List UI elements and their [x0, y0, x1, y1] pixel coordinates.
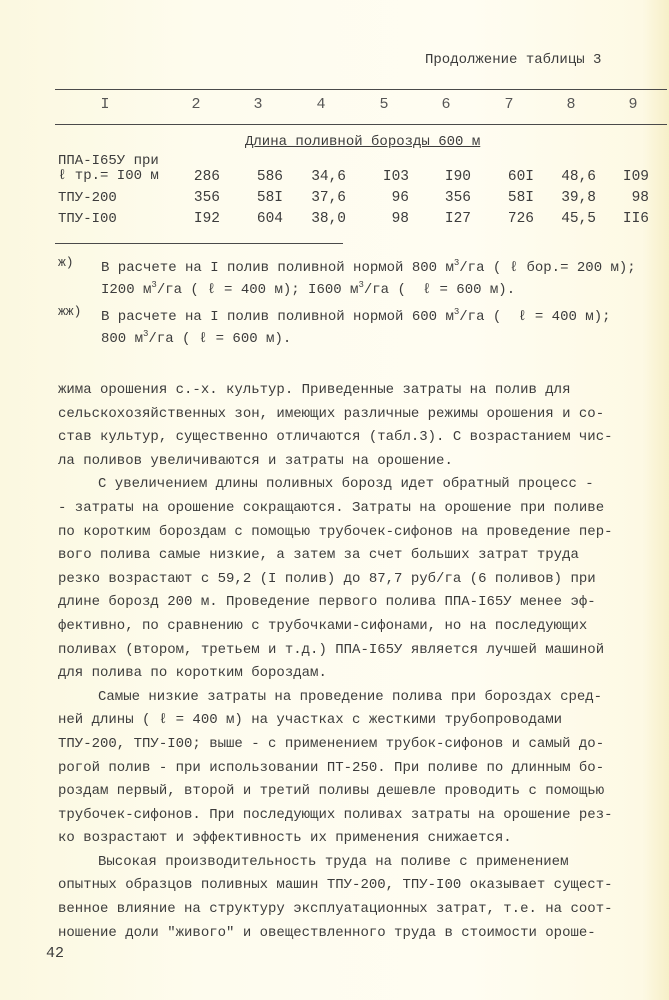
- row-label: ППА-I65У при: [58, 153, 159, 169]
- table-caption: Продолжение таблицы 3: [425, 52, 602, 68]
- table-cell: I92: [193, 211, 220, 227]
- text-line: длине борозд 200 м. Проведение первого полива ППА-I65У менее эф-: [58, 594, 596, 611]
- table-header-rule: [55, 124, 667, 125]
- table-cell: 58I: [256, 190, 283, 206]
- text-line: опытных образцов поливных машин ТПУ-200, ТПУ-I00 оказывает сущест-: [58, 877, 613, 894]
- text-line: вого полива самые низкие, а затем за счет больших затрат труда: [58, 547, 579, 564]
- footnote-line: I200 $м^3/га$ ( ℓ = 400 м); I600 $м^3/га$ ( ℓ = 600 м).: [101, 280, 516, 298]
- text-line: роздам первый, второй и третий поливы дешевле проводить с помощью: [58, 783, 605, 800]
- text-line: венное влияние на структуру эксплуатационных затрат, т.е. на соот-: [58, 901, 613, 918]
- footnote-line: В расчете на I полив поливной нормой 800 $м^3/га$ ( ℓ бор.= 200 м);: [101, 258, 636, 276]
- text-line: для полива по коротким бороздам.: [58, 665, 327, 682]
- row-label-line2: ℓ тр.= I00 м: [58, 168, 159, 184]
- text-line: Высокая производительность труда на поливе с применением: [98, 853, 569, 870]
- table-cell: 356: [193, 190, 220, 206]
- table-cell: 39,8: [561, 190, 596, 206]
- table-section-heading: Длина поливной борозды 600 м: [245, 134, 481, 150]
- table-cell: I09: [622, 169, 649, 185]
- text-line: ла поливов увеличиваются и затраты на орошение.: [58, 452, 453, 469]
- row-label: ТПУ-200: [58, 190, 117, 206]
- text-line: резко возрастают с 59,2 (I полив) до 87,7 руб/га (6 поливов) при: [58, 570, 596, 587]
- footnote-line: 800 $м^3/га$ ( ℓ = 600 м).: [101, 329, 292, 347]
- column-number: 6: [441, 96, 451, 113]
- column-number: I: [100, 96, 110, 113]
- table-top-rule: [55, 89, 667, 90]
- table-cell: 356: [444, 190, 471, 206]
- table-cell: I27: [444, 211, 471, 227]
- table-cell: 96: [391, 190, 409, 206]
- table-cell: 37,6: [311, 190, 346, 206]
- text-line: рогой полив - при использовании ПТ-250. При поливе по длинным бо-: [58, 759, 605, 776]
- table-cell: 98: [631, 190, 649, 206]
- column-number: 2: [191, 96, 201, 113]
- table-cell: 98: [391, 211, 409, 227]
- text-line: сельскохозяйственных зон, имеющих различные режимы орошения и со-: [58, 405, 605, 422]
- table-cell: 34,6: [311, 169, 346, 185]
- column-number: 3: [253, 96, 263, 113]
- table-cell: I90: [444, 169, 471, 185]
- table-cell: 58I: [507, 190, 534, 206]
- column-number: 4: [316, 96, 326, 113]
- text-line: трубочек-сифонов. При последующих поливах затраты на орошение рез-: [58, 806, 613, 823]
- table-cell: I03: [382, 169, 409, 185]
- text-line: став культур, существенно отличаются (табл.3). С возрастанием чис-: [58, 429, 613, 446]
- table-cell: 45,5: [561, 211, 596, 227]
- table-cell: 586: [256, 169, 283, 185]
- column-number: 7: [504, 96, 514, 113]
- table-bottom-rule: [55, 243, 343, 244]
- table-cell: 38,0: [311, 211, 346, 227]
- table-cell: 48,6: [561, 169, 596, 185]
- text-line: - затраты на орошение сокращаются. Затраты на орошение при поливе: [58, 499, 605, 516]
- text-line: фективно, по сравнению с трубочками-сифонами, но на последующих: [58, 617, 588, 634]
- column-number: 8: [566, 96, 576, 113]
- table-cell: 286: [193, 169, 220, 185]
- text-line: Самые низкие затраты на проведение полива при бороздах сред-: [98, 688, 603, 705]
- text-line: ко возрастают и эффективность их применения снижается.: [58, 830, 512, 847]
- table-cell: 726: [507, 211, 534, 227]
- footnote-line: В расчете на I полив поливной нормой 600 $м^3/га$ ( ℓ = 400 м);: [101, 307, 611, 325]
- page-number: 42: [46, 945, 65, 962]
- row-label: ТПУ-I00: [58, 211, 117, 227]
- table-cell: II6: [622, 211, 649, 227]
- footnote-mark: жж): [58, 304, 82, 319]
- column-number: 5: [379, 96, 389, 113]
- column-number: 9: [628, 96, 638, 113]
- text-line: ней длины ( ℓ = 400 м) на участках с жесткими трубопроводами: [58, 712, 563, 729]
- text-line: поливах (втором, третьем и т.д.) ППА-I65У является лучшей машиной: [58, 641, 605, 658]
- text-line: ТПУ-200, ТПУ-I00; выше - с применением трубок-сифонов и самый до-: [58, 735, 605, 752]
- text-line: по коротким бороздам с помощью трубочек-сифонов на проведение пер-: [58, 523, 613, 540]
- table-cell: 604: [256, 211, 283, 227]
- table-cell: 60I: [507, 169, 534, 185]
- text-line: С увеличением длины поливных борозд идет обратный процесс -: [98, 476, 594, 493]
- text-line: ношение доли "живого" и овеществленного труда в стоимости ороше-: [58, 924, 596, 941]
- footnote-mark: ж): [58, 255, 74, 270]
- body-text: [58, 379, 658, 945]
- text-line: жима орошения с.-х. культур. Приведенные затраты на полив для: [58, 382, 571, 398]
